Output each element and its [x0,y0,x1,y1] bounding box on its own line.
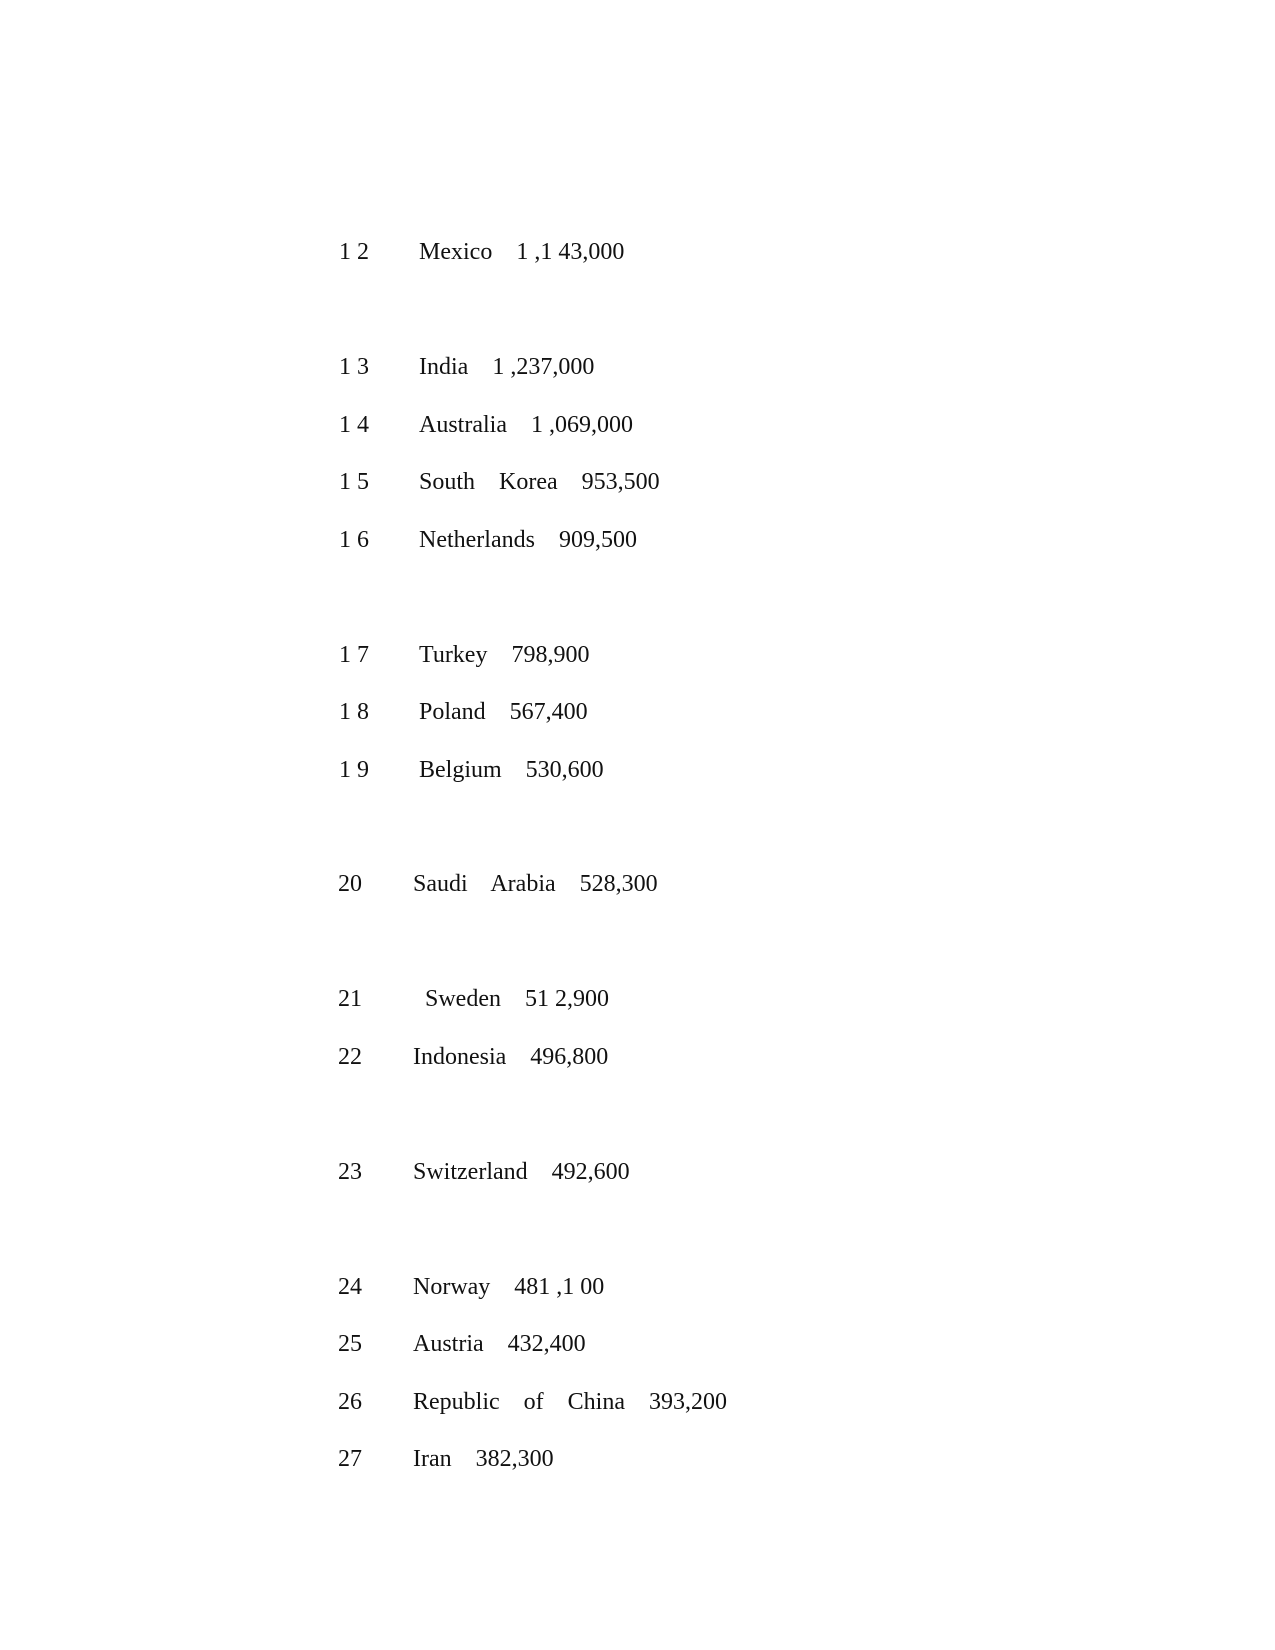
entry-text: Poland 567,400 [419,699,588,725]
list-item [0,1039,609,1075]
list-item [0,637,590,673]
list-item [0,866,658,902]
entry-text: Australia 1 ,069,000 [419,412,633,438]
rank-number: 21 [338,986,362,1012]
list-item [0,407,633,443]
list-item [0,349,595,385]
rank-number: 1 8 [339,699,369,725]
entry-text: South Korea 953,500 [419,469,660,495]
list-item [0,1326,586,1362]
entry-text: Austria 432,400 [413,1331,586,1357]
rank-number: 1 5 [339,469,369,495]
rank-number: 1 4 [339,412,369,438]
entry-text: India 1 ,237,000 [419,354,595,380]
entry-text: Belgium 530,600 [419,757,604,783]
entry-text: Saudi Arabia 528,300 [413,871,658,897]
list-item [0,1441,554,1477]
rank-number: 22 [338,1044,362,1070]
list-item [0,752,604,788]
rank-number: 27 [338,1446,362,1472]
list-item [0,234,625,270]
list-item [0,464,660,500]
list-item [0,981,609,1017]
list-item [0,1269,605,1305]
rank-number: 1 7 [339,642,369,668]
rank-number: 24 [338,1274,362,1300]
entry-text: Indonesia 496,800 [413,1044,609,1070]
list-item [0,522,637,558]
entry-text: Netherlands 909,500 [419,527,637,553]
entry-text: Republic of China 393,200 [413,1389,727,1415]
rank-number: 20 [338,871,362,897]
rank-number: 1 6 [339,527,369,553]
rank-number: 23 [338,1159,362,1185]
list-item [0,1384,727,1420]
rank-number: 1 3 [339,354,369,380]
list-item [0,694,588,730]
list-item [0,1154,630,1190]
rank-number: 1 2 [339,239,369,265]
entry-text: Sweden 51 2,900 [425,986,609,1012]
entry-text: Mexico 1 ,1 43,000 [419,239,625,265]
rank-number: 25 [338,1331,362,1357]
rank-number: 26 [338,1389,362,1415]
entry-text: Norway 481 ,1 00 [413,1274,605,1300]
entry-text: Switzerland 492,600 [413,1159,630,1185]
entry-text: Iran 382,300 [413,1446,554,1472]
rank-number: 1 9 [339,757,369,783]
entry-text: Turkey 798,900 [419,642,590,668]
